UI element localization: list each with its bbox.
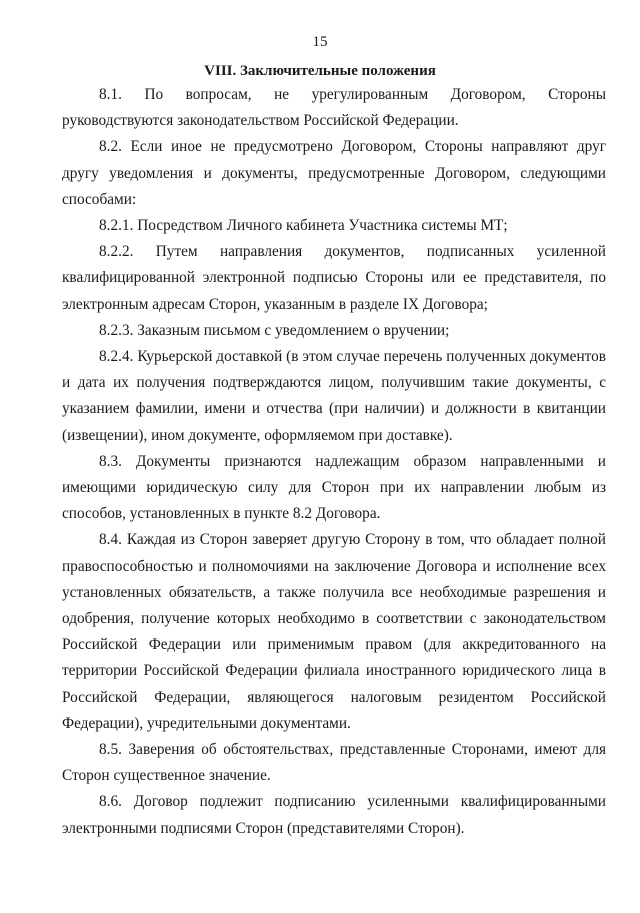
paragraph-8-5: 8.5. Заверения об обстоятельствах, представленные Сторонами, имеют для Сторон существенное значение. <box>62 741 606 785</box>
paragraph-8-4: 8.4. Каждая из Сторон заверяет другую Сторону в том, что обладает полной правоспособностью и полномочиями на заключение Договора и исполнение всех установленных обязательств, а также получила все необходимые разрешения и одобрения, получение которых необходимо в соответствии с законодательством Российской Федерации или применимым правом (для аккредитованного на территории Российской Федерации филиала иностранного юридического лица в Российской Федерации, являющегося налоговым резидентом Российской Федерации), учредительными документами. <box>62 531 606 732</box>
paragraph-8-2-1: 8.2.1. Посредством Личного кабинета Участника системы МТ; <box>99 217 508 235</box>
paragraph-8-2-2: 8.2.2. Путем направления документов, подписанных усиленной квалифицированной электронной подписью Стороны или ее представителя, по электронным адресам Сторон, указанным в разделе IX Договора; <box>62 243 606 313</box>
section-title: VIII. Заключительные положения <box>204 63 436 79</box>
paragraph-8-2-3: 8.2.3. Заказным письмом с уведомлением о вручении; <box>99 321 450 339</box>
paragraph-8-2-4: 8.2.4. Курьерской доставкой (в этом случае перечень полученных документов и дата их получения подтверждаются лицом, получившим такие документы, с указанием фамилии, имени и отчества (при наличии) и должности в квитанции (извещении), ином документе, оформляемом при доставке). <box>62 348 606 444</box>
paragraph-8-3: 8.3. Документы признаются надлежащим образом направленными и имеющими юридическую силу для Сторон при их направлении любым из способов, установленных в пункте 8.2 Договора. <box>62 452 606 523</box>
section-body <box>62 82 606 842</box>
page-number: 15 <box>312 34 328 50</box>
paragraph-8-2: 8.2. Если иное не предусмотрено Договором, Стороны направляют друг другу уведомления и документы, предусмотренные Договором, следующими способами: <box>62 138 606 208</box>
paragraph-8-6: 8.6. Договор подлежит подписанию усиленными квалифицированными электронными подписями Сторон (представителями Сторон). <box>62 793 606 837</box>
paragraph-8-1: 8.1. По вопросам, не урегулированным Договором, Стороны руководствуются законодательством Российской Федерации. <box>62 86 606 130</box>
